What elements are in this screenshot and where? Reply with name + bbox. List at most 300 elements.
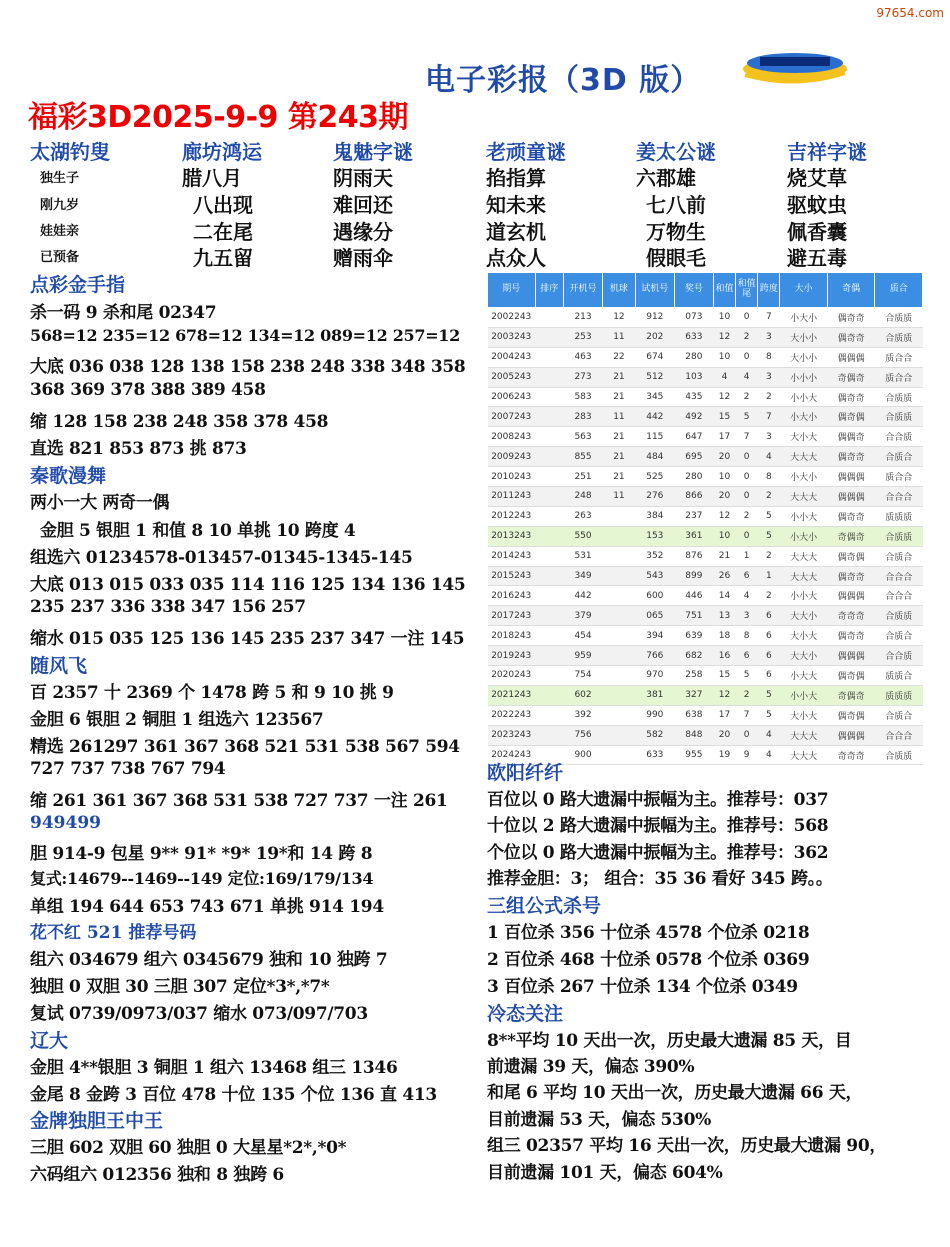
watermark: 97654.com xyxy=(876,6,944,20)
section-title: 随风飞 xyxy=(30,655,88,677)
table-cell: 合质质 xyxy=(875,387,923,407)
table-cell: 偶偶偶 xyxy=(827,586,875,606)
table-cell: 奇偶奇 xyxy=(827,367,875,387)
text-line: 组选六 01234578-013457-01345-1345-145 xyxy=(30,548,413,568)
table-cell: 质合合 xyxy=(875,347,923,367)
riddle-label: 已预备 xyxy=(40,250,80,265)
table-cell: 12 xyxy=(603,308,636,328)
table-cell: 237 xyxy=(674,506,713,526)
table-cell: 14 xyxy=(713,586,735,606)
table-cell: 质合合 xyxy=(875,367,923,387)
table-cell: 563 xyxy=(564,427,603,447)
table-cell: 435 xyxy=(674,387,713,407)
table-cell xyxy=(603,685,636,705)
table-cell xyxy=(603,506,636,526)
table-row xyxy=(488,506,923,526)
table-row xyxy=(488,347,923,367)
text-line: 235 237 336 338 347 156 257 xyxy=(30,597,306,617)
table-cell: 偶奇奇 xyxy=(827,566,875,586)
riddle-column-title: 太湖钓叟 xyxy=(30,140,110,164)
table-cell: 3 xyxy=(758,427,780,447)
text-line: 胆 914-9 包星 9** 91* *9* 19*和 14 跨 8 xyxy=(30,844,373,864)
table-cell xyxy=(535,586,564,606)
table-cell: 492 xyxy=(674,407,713,427)
table-cell: 4 xyxy=(758,745,780,765)
table-cell: 848 xyxy=(674,725,713,745)
riddle-answer: 万物生 xyxy=(646,220,706,244)
table-cell: 0 xyxy=(736,526,758,546)
table-cell: 766 xyxy=(635,646,674,666)
table-cell: 小大小 xyxy=(780,526,828,546)
table-cell: 4 xyxy=(713,367,735,387)
table-cell: 751 xyxy=(674,606,713,626)
table-cell: 质质质 xyxy=(875,685,923,705)
table-cell xyxy=(535,705,564,725)
table-cell: 21 xyxy=(603,467,636,487)
riddle-answer: 遇缘分 xyxy=(333,220,393,244)
riddle-column-title: 廊坊鸿运 xyxy=(182,140,262,164)
column-header: 排序 xyxy=(535,273,564,308)
section-title: 点彩金手指 xyxy=(30,274,126,296)
table-cell xyxy=(535,387,564,407)
column-header: 试机号 xyxy=(635,273,674,308)
table-cell: 8 xyxy=(758,467,780,487)
lottery-logo xyxy=(740,45,850,87)
table-cell: 379 xyxy=(564,606,603,626)
table-row xyxy=(488,646,923,666)
table-cell: 442 xyxy=(564,586,603,606)
table-cell: 258 xyxy=(674,666,713,686)
table-cell xyxy=(535,646,564,666)
riddle-column-title: 吉祥字谜 xyxy=(787,140,867,164)
table-cell: 2015243 xyxy=(488,566,536,586)
text-line: 组三 02357 平均 16 天出一次，历史最大遗漏 90， xyxy=(487,1136,887,1156)
table-cell: 合质质 xyxy=(875,308,923,328)
table-cell: 20 xyxy=(713,447,735,467)
riddle-answer: 赠雨伞 xyxy=(333,246,393,270)
table-cell: 876 xyxy=(674,546,713,566)
main-title: 福彩3D2025-9-9 第243期 xyxy=(28,100,408,135)
table-body xyxy=(488,308,923,765)
table-cell: 202 xyxy=(635,327,674,347)
riddle-answer: 避五毒 xyxy=(787,246,847,270)
table-cell: 633 xyxy=(635,745,674,765)
table-cell: 6 xyxy=(758,666,780,686)
table-cell: 质质合 xyxy=(875,666,923,686)
riddle-answer: 腊八月 xyxy=(182,166,242,190)
table-header-row xyxy=(488,273,923,308)
table-cell: 381 xyxy=(635,685,674,705)
table-cell: 582 xyxy=(635,725,674,745)
table-cell: 奇奇奇 xyxy=(827,745,875,765)
table-row xyxy=(488,566,923,586)
table-cell: 5 xyxy=(736,407,758,427)
text-line: 杀一码 9 杀和尾 02347 xyxy=(30,303,217,323)
table-cell: 5 xyxy=(736,666,758,686)
table-cell: 600 xyxy=(635,586,674,606)
table-cell: 合质合 xyxy=(875,626,923,646)
riddle-answer: 七八前 xyxy=(646,193,706,217)
table-cell: 2005243 xyxy=(488,367,536,387)
table-cell: 10 xyxy=(713,526,735,546)
riddle-answer: 知未来 xyxy=(486,193,546,217)
table-cell: 2016243 xyxy=(488,586,536,606)
table-cell: 756 xyxy=(564,725,603,745)
text-line: 单组 194 644 653 743 671 单挑 914 194 xyxy=(30,897,384,917)
table-cell: 2021243 xyxy=(488,685,536,705)
table-cell: 小小大 xyxy=(780,506,828,526)
table-cell xyxy=(535,308,564,328)
text-line: 复式:14679--1469--149 定位:169/179/134 xyxy=(30,869,374,888)
table-cell: 偶奇偶 xyxy=(827,666,875,686)
table-cell: 361 xyxy=(674,526,713,546)
table-cell: 大大大 xyxy=(780,745,828,765)
table-cell: 21 xyxy=(713,546,735,566)
text-line: 两小一大 两奇一偶 xyxy=(30,493,170,513)
table-cell: 大小大 xyxy=(780,705,828,725)
table-cell: 偶奇奇 xyxy=(827,327,875,347)
table-cell: 682 xyxy=(674,646,713,666)
riddle-answer: 九五留 xyxy=(193,246,253,270)
table-cell: 2010243 xyxy=(488,467,536,487)
text-line: 368 369 378 388 389 458 xyxy=(30,380,266,400)
table-row xyxy=(488,407,923,427)
table-row xyxy=(488,626,923,646)
table-cell: 偶奇奇 xyxy=(827,308,875,328)
table-cell: 6 xyxy=(758,646,780,666)
table-cell: 大大大 xyxy=(780,487,828,507)
riddle-answer: 道玄机 xyxy=(486,220,546,244)
table-cell: 0 xyxy=(736,487,758,507)
table-cell: 345 xyxy=(635,387,674,407)
table-cell xyxy=(603,566,636,586)
table-cell: 2011243 xyxy=(488,487,536,507)
table-cell xyxy=(603,666,636,686)
text-line: 六码组六 012356 独和 8 独跨 6 xyxy=(30,1165,284,1185)
table-cell xyxy=(535,487,564,507)
table-cell xyxy=(535,407,564,427)
table-cell: 2004243 xyxy=(488,347,536,367)
table-cell: 大小大 xyxy=(780,626,828,646)
table-cell xyxy=(603,526,636,546)
table-cell: 2023243 xyxy=(488,725,536,745)
table-cell: 638 xyxy=(674,705,713,725)
table-cell: 115 xyxy=(635,427,674,447)
section-title: 花不红 521 推荐号码 xyxy=(30,923,197,943)
table-cell: 2008243 xyxy=(488,427,536,447)
table-cell: 合质质 xyxy=(875,745,923,765)
riddle-label: 娃娃亲 xyxy=(40,224,80,239)
table-row xyxy=(488,546,923,566)
table-cell: 2006243 xyxy=(488,387,536,407)
table-cell: 17 xyxy=(713,705,735,725)
table-cell: 352 xyxy=(635,546,674,566)
text-line: 百 2357 十 2369 个 1478 跨 5 和 9 10 挑 9 xyxy=(30,683,394,703)
table-cell: 327 xyxy=(674,685,713,705)
table-cell: 213 xyxy=(564,308,603,328)
table-cell: 6 xyxy=(758,626,780,646)
table-row xyxy=(488,487,923,507)
text-line: 个位以 0 路大遗漏中振幅为主。推荐号：362 xyxy=(487,843,829,863)
text-line: 百位以 0 路大遗漏中振幅为主。推荐号：037 xyxy=(487,790,829,810)
table-cell: 合质质 xyxy=(875,526,923,546)
table-cell: 大小大 xyxy=(780,427,828,447)
text-line: 大底 013 015 033 035 114 116 125 134 136 145 xyxy=(30,575,466,595)
table-cell xyxy=(603,546,636,566)
header-title: 电子彩报（3D 版） xyxy=(425,63,702,98)
table-cell: 奇奇奇 xyxy=(827,606,875,626)
text-line: 目前遗漏 53 天，偏态 530% xyxy=(487,1110,711,1130)
table-cell: 合合合 xyxy=(875,725,923,745)
table-cell: 小小大 xyxy=(780,586,828,606)
table-cell: 2 xyxy=(758,546,780,566)
column-header: 大小 xyxy=(780,273,828,308)
table-cell xyxy=(535,347,564,367)
table-cell xyxy=(535,606,564,626)
table-cell: 253 xyxy=(564,327,603,347)
column-header: 开机号 xyxy=(564,273,603,308)
table-cell: 偶奇奇 xyxy=(827,447,875,467)
table-cell xyxy=(535,626,564,646)
text-line: 精选 261297 361 367 368 521 531 538 567 594 xyxy=(30,737,460,757)
table-cell: 17 xyxy=(713,427,735,447)
table-cell xyxy=(603,725,636,745)
table-cell: 9 xyxy=(736,745,758,765)
table-cell xyxy=(603,606,636,626)
text-line: 前遗漏 39 天，偏态 390% xyxy=(487,1057,695,1077)
riddle-answer: 烧艾草 xyxy=(787,166,847,190)
table-cell: 2 xyxy=(758,387,780,407)
table-row xyxy=(488,467,923,487)
table-cell: 1 xyxy=(758,566,780,586)
table-cell: 4 xyxy=(758,447,780,467)
table-cell: 偶偶偶 xyxy=(827,487,875,507)
section-title: 三组公式杀号 xyxy=(487,895,602,917)
table-cell: 偶奇偶 xyxy=(827,546,875,566)
table-cell: 2017243 xyxy=(488,606,536,626)
table-cell: 0 xyxy=(736,467,758,487)
table-cell: 10 xyxy=(713,347,735,367)
text-line: 缩 128 158 238 248 358 378 458 xyxy=(30,412,329,432)
table-cell: 7 xyxy=(758,308,780,328)
table-cell: 15 xyxy=(713,407,735,427)
table-cell: 20 xyxy=(713,725,735,745)
section-title: 辽大 xyxy=(30,1030,69,1052)
text-line: 独胆 0 双胆 30 三胆 307 定位*3*,*7* xyxy=(30,977,330,997)
riddle-label: 独生子 xyxy=(40,171,80,186)
text-line: 金胆 6 银胆 2 铜胆 1 组选六 123567 xyxy=(30,710,324,730)
table-cell: 小大小 xyxy=(780,467,828,487)
table-cell xyxy=(535,467,564,487)
table-cell: 073 xyxy=(674,308,713,328)
riddle-column-title: 姜太公谜 xyxy=(636,140,716,164)
table-cell: 970 xyxy=(635,666,674,686)
table-cell: 531 xyxy=(564,546,603,566)
table-cell: 248 xyxy=(564,487,603,507)
text-line: 金尾 8 金跨 3 百位 478 十位 135 个位 136 直 413 xyxy=(30,1085,437,1105)
table-cell: 2012243 xyxy=(488,506,536,526)
text-line: 缩 261 361 367 368 531 538 727 737 一注 261 xyxy=(30,791,448,811)
text-line: 缩水 015 035 125 136 145 235 237 347 一注 145 xyxy=(30,629,465,649)
table-cell: 大大小 xyxy=(780,646,828,666)
text-line: 推荐金胆：3； 组合：35 36 看好 345 跨。。 xyxy=(487,869,833,889)
table-cell: 5 xyxy=(758,506,780,526)
table-cell: 543 xyxy=(635,566,674,586)
text-line: 组六 034679 组六 0345679 独和 10 独跨 7 xyxy=(30,950,388,970)
table-cell: 2019243 xyxy=(488,646,536,666)
table-cell: 674 xyxy=(635,347,674,367)
table-cell: 21 xyxy=(603,427,636,447)
table-cell: 3 xyxy=(758,367,780,387)
table-cell: 偶偶偶 xyxy=(827,347,875,367)
table-cell: 2 xyxy=(758,487,780,507)
table-cell: 合质质 xyxy=(875,327,923,347)
table-cell: 2020243 xyxy=(488,666,536,686)
table-cell xyxy=(603,705,636,725)
table-cell: 2003243 xyxy=(488,327,536,347)
table-cell: 偶偶偶 xyxy=(827,725,875,745)
table-cell: 偶偶偶 xyxy=(827,467,875,487)
text-line: 3 百位杀 267 十位杀 134 个位杀 0349 xyxy=(487,977,798,997)
riddle-answer: 阴雨天 xyxy=(333,166,393,190)
table-row xyxy=(488,427,923,447)
table-cell: 633 xyxy=(674,327,713,347)
table-cell: 5 xyxy=(758,685,780,705)
table-row xyxy=(488,367,923,387)
table-cell: 13 xyxy=(713,606,735,626)
table-row xyxy=(488,685,923,705)
column-header: 和值尾 xyxy=(736,273,758,308)
table-cell: 合质质 xyxy=(875,407,923,427)
table-cell: 6 xyxy=(736,566,758,586)
table-cell: 866 xyxy=(674,487,713,507)
table-cell: 11 xyxy=(603,327,636,347)
table-cell: 合质合 xyxy=(875,546,923,566)
table-cell: 19 xyxy=(713,745,735,765)
table-cell: 小大小 xyxy=(780,308,828,328)
column-header: 奖号 xyxy=(674,273,713,308)
table-cell: 3 xyxy=(758,327,780,347)
riddle-answer: 驱蚊虫 xyxy=(787,193,847,217)
table-cell: 合合合 xyxy=(875,487,923,507)
text-line: 727 737 738 767 794 xyxy=(30,759,226,779)
table-cell: 7 xyxy=(758,407,780,427)
table-cell: 奇偶奇 xyxy=(827,685,875,705)
riddle-answer: 二在尾 xyxy=(193,220,253,244)
table-cell: 21 xyxy=(603,387,636,407)
text-line: 大底 036 038 128 138 158 238 248 338 348 358 xyxy=(30,357,466,377)
table-cell xyxy=(535,327,564,347)
table-cell: 20 xyxy=(713,487,735,507)
text-line: 复试 0739/0973/037 缩水 073/097/703 xyxy=(30,1004,368,1024)
table-cell: 463 xyxy=(564,347,603,367)
text-line: 目前遗漏 101 天，偏态 604% xyxy=(487,1163,723,1183)
table-row xyxy=(488,606,923,626)
table-cell: 合质合 xyxy=(875,447,923,467)
table-cell: 2018243 xyxy=(488,626,536,646)
table-cell: 10 xyxy=(713,308,735,328)
table-cell: 4 xyxy=(736,586,758,606)
table-cell: 12 xyxy=(713,327,735,347)
table-cell: 695 xyxy=(674,447,713,467)
riddle-label: 刚九岁 xyxy=(40,198,80,213)
table-cell: 4 xyxy=(758,725,780,745)
table-cell: 276 xyxy=(635,487,674,507)
table-cell: 10 xyxy=(713,467,735,487)
table-cell: 6 xyxy=(736,646,758,666)
table-cell: 12 xyxy=(713,506,735,526)
table-cell: 2 xyxy=(736,506,758,526)
table-row xyxy=(488,705,923,725)
table-cell: 602 xyxy=(564,685,603,705)
table-cell: 偶偶偶 xyxy=(827,646,875,666)
table-cell: 899 xyxy=(674,566,713,586)
table-cell: 偶奇奇 xyxy=(827,506,875,526)
table-cell: 偶奇奇 xyxy=(827,387,875,407)
table-cell: 大小小 xyxy=(780,347,828,367)
table-row xyxy=(488,308,923,328)
table-cell: 大大大 xyxy=(780,546,828,566)
table-row xyxy=(488,387,923,407)
text-line: 和尾 6 平均 10 天出一次，历史最大遗漏 66 天， xyxy=(487,1083,863,1103)
table-cell: 18 xyxy=(713,626,735,646)
table-cell: 2013243 xyxy=(488,526,536,546)
table-cell: 2007243 xyxy=(488,407,536,427)
table-cell: 2022243 xyxy=(488,705,536,725)
table-cell: 3 xyxy=(736,606,758,626)
table-cell: 583 xyxy=(564,387,603,407)
table-cell: 质质质 xyxy=(875,506,923,526)
table-cell: 0 xyxy=(736,725,758,745)
riddle-answer: 六郡雄 xyxy=(636,166,696,190)
table-cell: 0 xyxy=(736,347,758,367)
column-header: 机球 xyxy=(603,273,636,308)
table-cell: 合合质 xyxy=(875,427,923,447)
column-header: 质合 xyxy=(875,273,923,308)
table-cell: 小大大 xyxy=(780,666,828,686)
table-cell: 4 xyxy=(736,367,758,387)
riddle-answer: 假眼毛 xyxy=(646,246,706,270)
table-cell: 大大大 xyxy=(780,725,828,745)
table-cell: 21 xyxy=(603,367,636,387)
table-cell xyxy=(535,685,564,705)
table-cell: 990 xyxy=(635,705,674,725)
table-cell: 偶偶奇 xyxy=(827,427,875,447)
table-cell: 442 xyxy=(635,407,674,427)
table-cell: 454 xyxy=(564,626,603,646)
column-header: 和值 xyxy=(713,273,735,308)
table-cell: 21 xyxy=(603,447,636,467)
table-cell: 2 xyxy=(758,586,780,606)
table-cell xyxy=(603,646,636,666)
table-cell: 合合合 xyxy=(875,586,923,606)
table-cell: 26 xyxy=(713,566,735,586)
table-cell: 合合质 xyxy=(875,646,923,666)
table-cell: 754 xyxy=(564,666,603,686)
table-cell xyxy=(535,506,564,526)
table-cell: 103 xyxy=(674,367,713,387)
table-cell: 153 xyxy=(635,526,674,546)
section-title: 金牌独胆王中王 xyxy=(30,1110,164,1132)
table-cell xyxy=(535,546,564,566)
riddle-answer: 佩香囊 xyxy=(787,220,847,244)
table-cell: 16 xyxy=(713,646,735,666)
table-cell: 855 xyxy=(564,447,603,467)
table-cell xyxy=(603,586,636,606)
table-cell: 900 xyxy=(564,745,603,765)
text-line: 568=12 235=12 678=12 134=12 089=12 257=12 xyxy=(30,326,460,345)
table-cell: 合质合 xyxy=(875,705,923,725)
